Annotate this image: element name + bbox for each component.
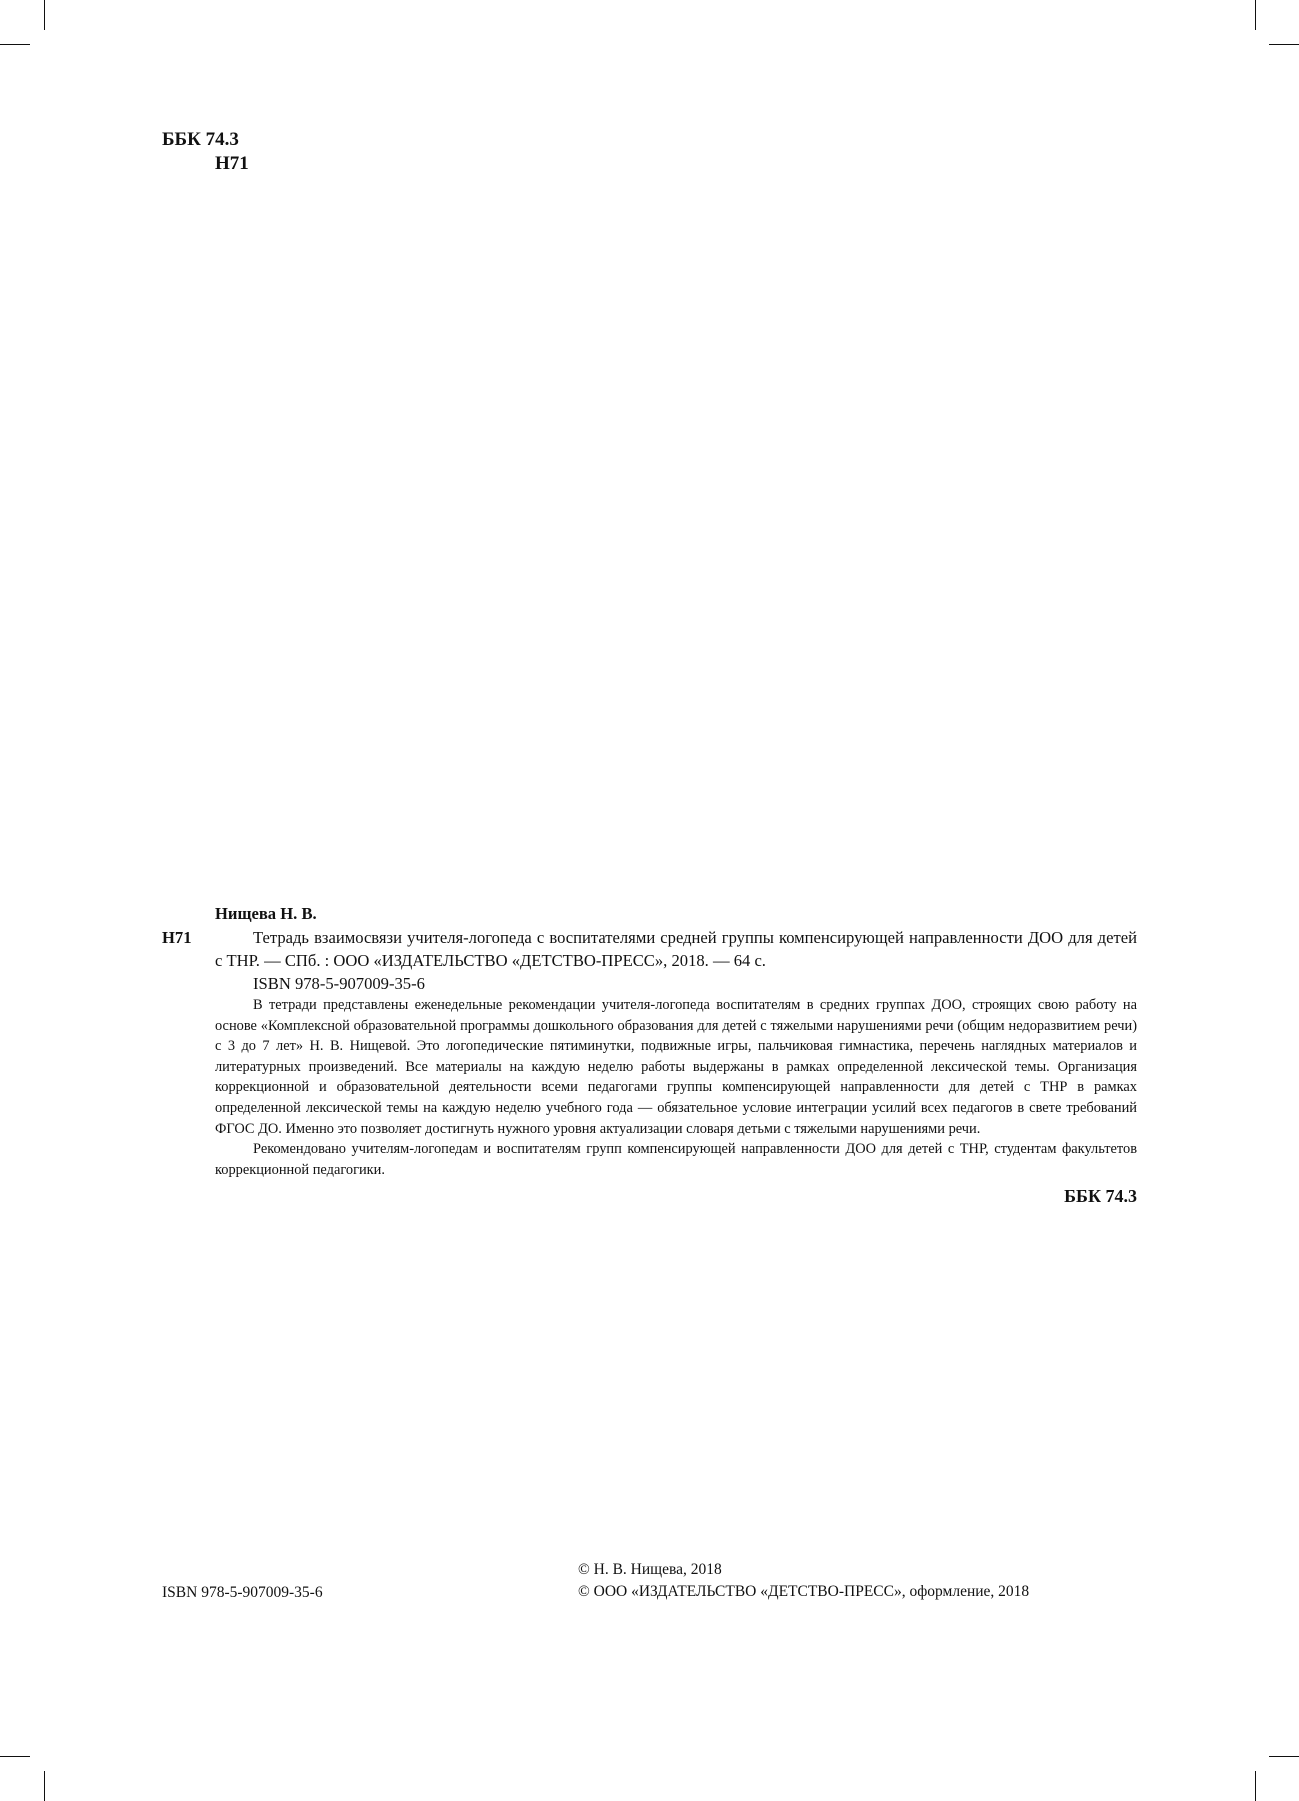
card-body [215,926,1137,1208]
card-author: Нищева Н. В. [215,904,317,923]
card-author-mark: Н71 [162,928,192,947]
copyright-block [578,1559,1029,1603]
crop-mark-top-right-horizontal [1269,44,1299,45]
copyright-publisher: © ООО «ИЗДАТЕЛЬСТВО «ДЕТСТВО-ПРЕСС», оформление, 2018 [578,1583,1030,1600]
crop-mark-bottom-right-horizontal [1269,1756,1299,1757]
copyright-author: © Н. В. Нищева, 2018 [578,1561,722,1578]
footer-isbn: ISBN 978-5-907009-35-6 [162,1584,323,1601]
crop-mark-top-left-vertical [44,0,45,30]
crop-mark-bottom-left-vertical [44,1771,45,1801]
crop-mark-top-left-horizontal [0,44,30,45]
crop-mark-bottom-right-vertical [1255,1771,1256,1801]
crop-mark-bottom-left-horizontal [0,1756,30,1757]
author-mark: Н71 [215,153,249,174]
card-title-block: Тетрадь взаимосвязи учителя-логопеда с воспитателями средней группы компенсирующей направленности ДОО для детей с ТНР. — СПб. : ООО «ИЗДАТЕЛЬСТВО «ДЕТСТВО-ПРЕСС», 2018. — 64 с. [215,928,1137,970]
card-recommendation: Рекомендовано учителям-логопедам и воспитателям групп компенсирующей направленности ДОО для детей с ТНР, студентам факультетов коррекционной педагогики. [215,1141,1137,1178]
card-isbn: ISBN 978-5-907009-35-6 [253,974,425,993]
classification-header [162,128,249,176]
crop-mark-top-right-vertical [1255,0,1256,30]
bbk-code: ББК 74.3 [162,129,239,150]
card-annotation: В тетради представлены еженедельные рекомендации учителя-логопеда воспитателям в средних группах ДОО, строящих свою работу на основе «Комплексной образовательной программы дошкольного образования для детей с тяжелыми нарушениями речи (общим недоразвитием речи) с 3 до 7 лет» Н. В. Нищевой. Это логопедические пятиминутки, подвижные игры, пальчиковая гимнастика, перечень наглядных материалов и литературных произведений. Все материалы на каждую неделю работы выдержаны в рамках определенной лексической темы. Организация коррекционной и образовательной деятельности всеми педагогами группы компенсирующей направленности для детей с ТНР в рамках определенной лексической темы на каждую неделю учебного года — обязательное условие интеграции усилий всех педагогов в свете требований ФГОС ДО. Именно это позволяет достигнуть нужного уровня актуализации словаря детьми с тяжелыми нарушениями речи. [215,997,1137,1137]
card-bbk-code: ББК 74.3 [1064,1186,1137,1207]
